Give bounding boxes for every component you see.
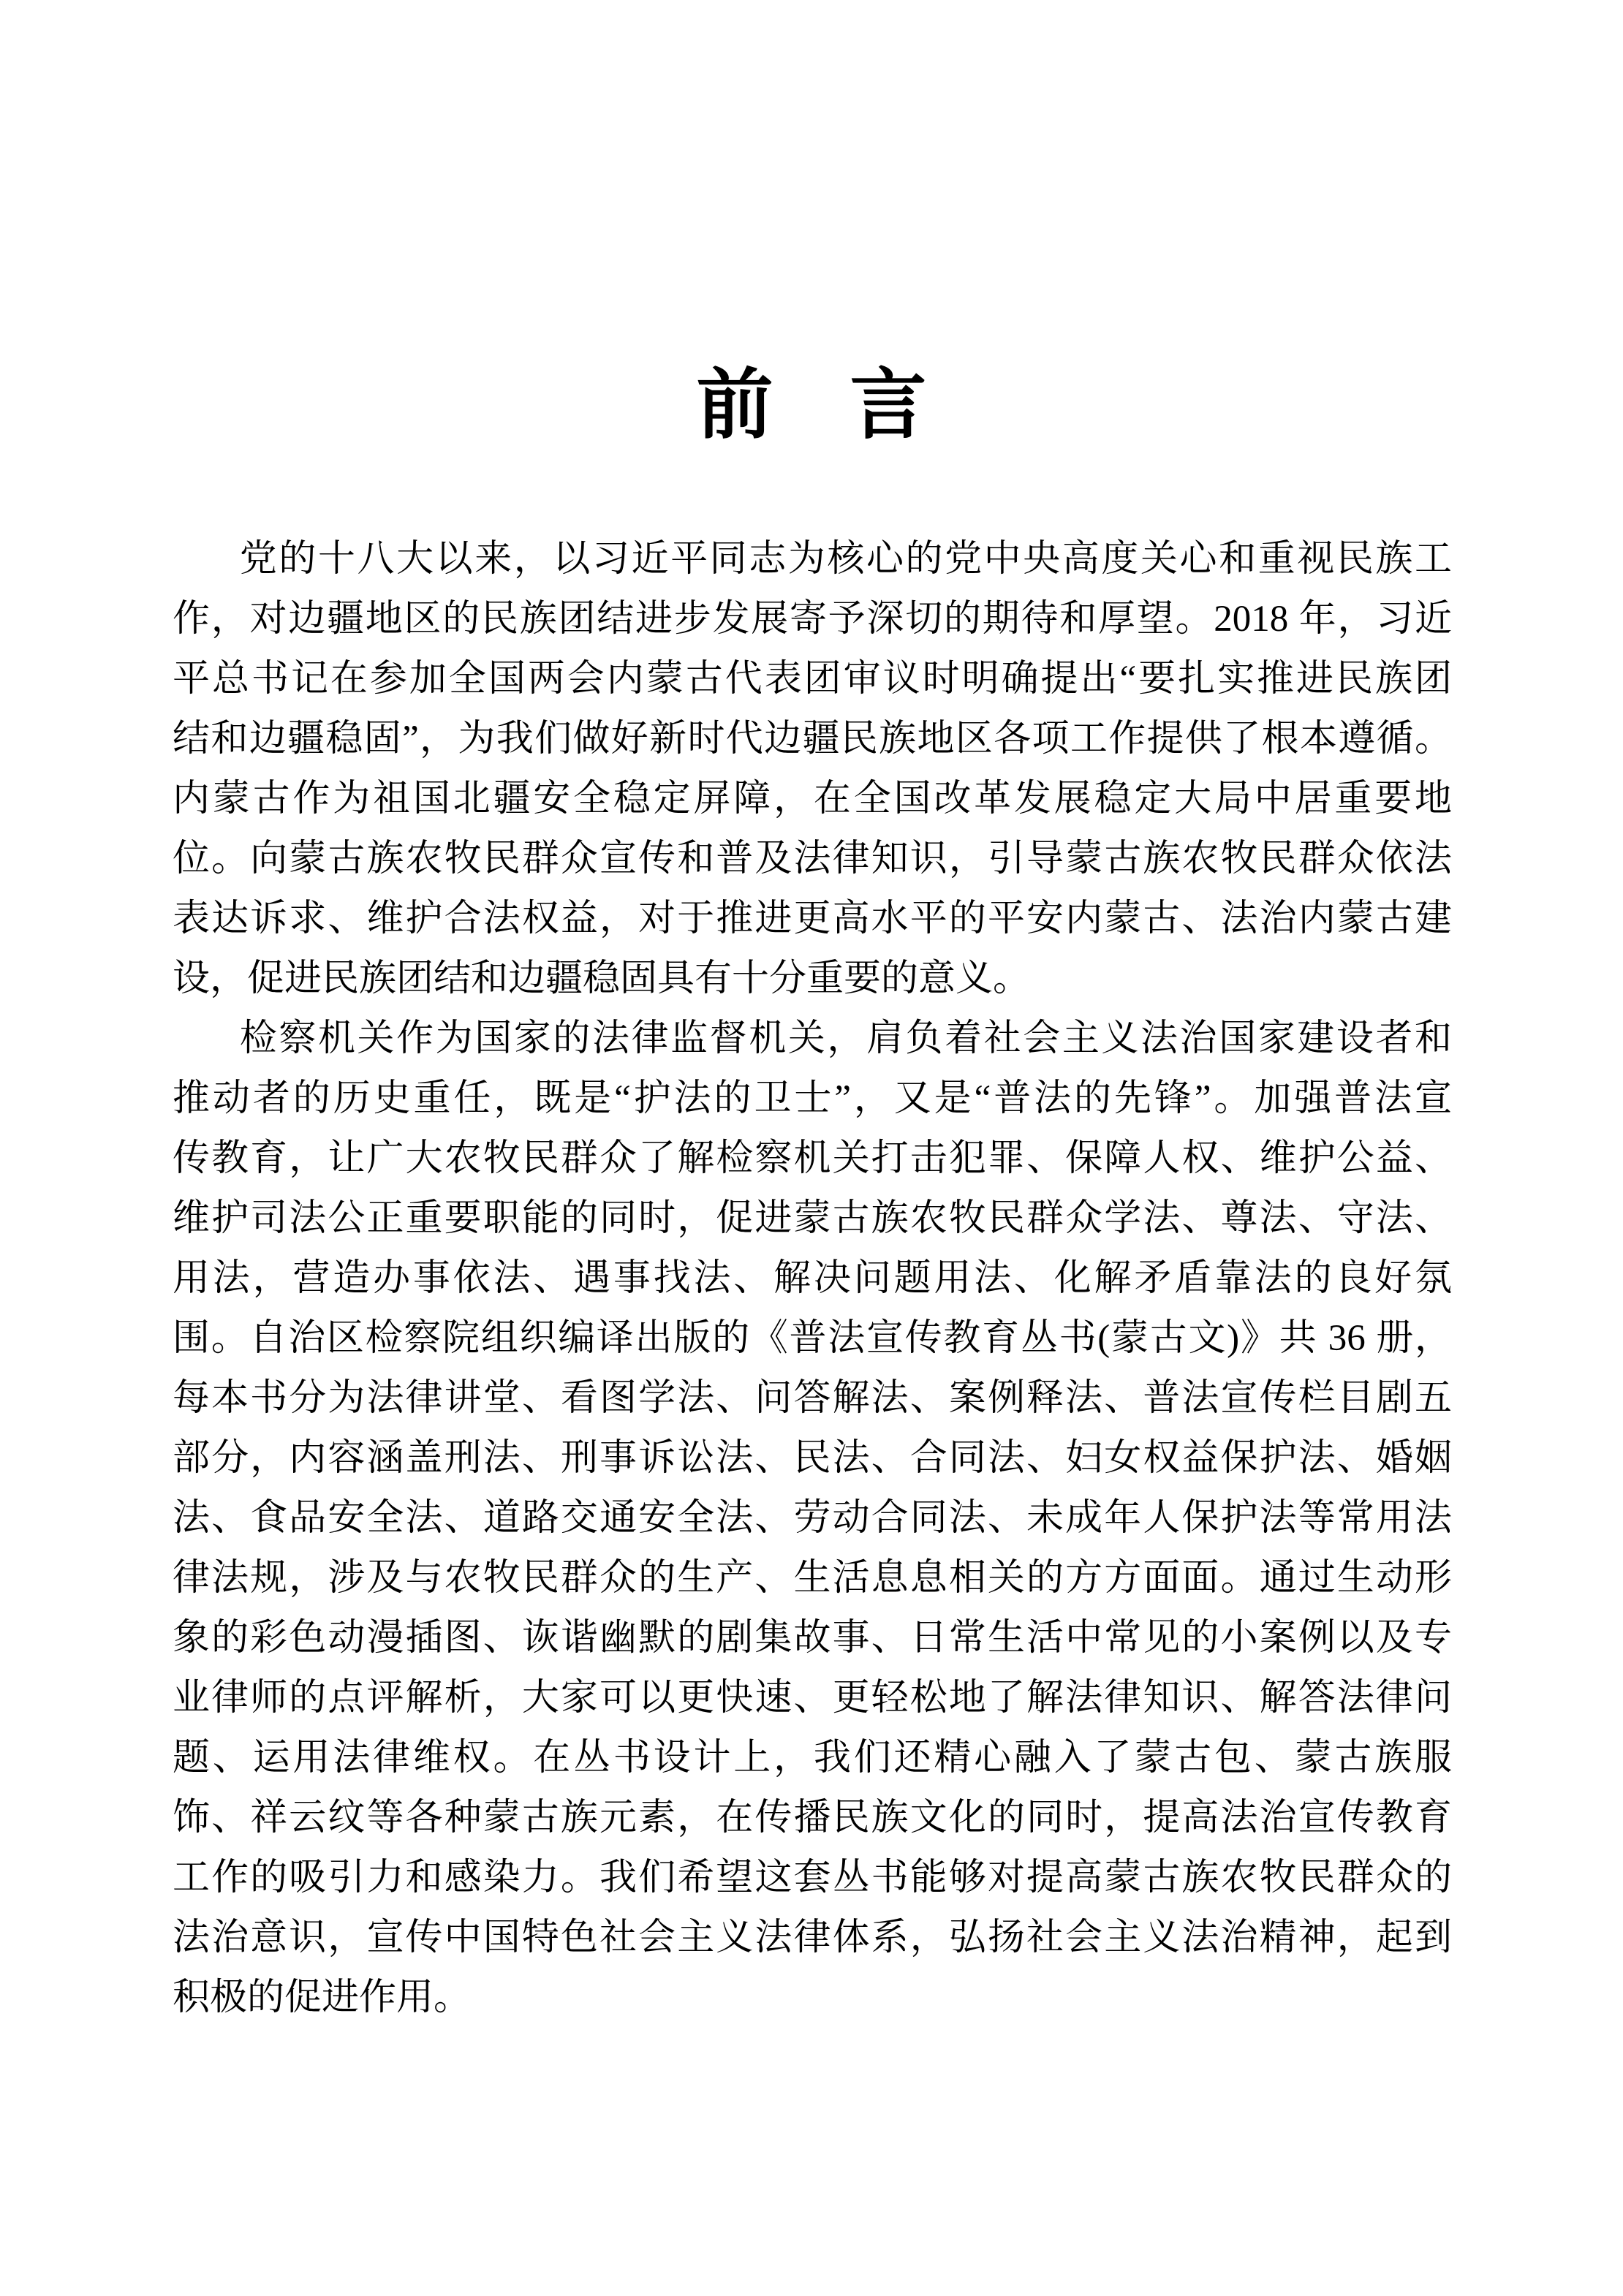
text-line: 题、运用法律维权。在丛书设计上，我们还精心融入了蒙古包、蒙古族服 (173, 1738, 1452, 1778)
text-line: 业律师的点评解析，大家可以更快速、更轻松地了解法律知识、解答法律问 (173, 1678, 1452, 1719)
text-line: 饰、祥云纹等各种蒙古族元素，在传播民族文化的同时，提高法治宣传教育 (173, 1797, 1452, 1838)
text-line: 用法，营造办事依法、遇事找法、解决问题用法、化解矛盾靠法的良好氛 (173, 1258, 1452, 1299)
text-line: 每本书分为法律讲堂、看图学法、问答解法、案例释法、普法宣传栏目剧五 (173, 1378, 1452, 1419)
text-line: 表达诉求、维护合法权益，对于推进更高水平的平安内蒙古、法治内蒙古建 (173, 898, 1452, 939)
text-line: 积极的促进作用。 (173, 1977, 472, 2018)
text-line: 部分，内容涵盖刑法、刑事诉讼法、民法、合同法、妇女权益保护法、婚姻 (173, 1438, 1452, 1479)
text-line: 作，对边疆地区的民族团结进步发展寄予深切的期待和厚望。2018 年，习近 (173, 599, 1452, 640)
text-line: 检察机关作为国家的法律监督机关，肩负着社会主义法治国家建设者和 (239, 1018, 1452, 1059)
text-line: 传教育，让广大农牧民群众了解检察机关打击犯罪、保障人权、维护公益、 (173, 1138, 1452, 1179)
text-line: 维护司法公正重要职能的同时，促进蒙古族农牧民群众学法、尊法、守法、 (173, 1198, 1452, 1239)
text-line: 工作的吸引力和感染力。我们希望这套丛书能够对提高蒙古族农牧民群众的 (173, 1857, 1452, 1898)
text-line: 法、食品安全法、道路交通安全法、劳动合同法、未成年人保护法等常用法 (173, 1498, 1452, 1539)
text-line: 位。向蒙古族农牧民群众宣传和普及法律知识，引导蒙古族农牧民群众依法 (173, 838, 1452, 879)
text-line: 内蒙古作为祖国北疆安全稳定屏障，在全国改革发展稳定大局中居重要地 (173, 778, 1452, 819)
text-line: 结和边疆稳固”，为我们做好新时代边疆民族地区各项工作提供了根本遵循。 (173, 719, 1452, 759)
text-line: 平总书记在参加全国两会内蒙古代表团审议时明确提出“要扎实推进民族团 (173, 659, 1452, 700)
preface-body (173, 529, 1452, 2028)
text-line: 象的彩色动漫插图、诙谐幽默的剧集故事、日常生活中常见的小案例以及专 (173, 1618, 1452, 1659)
text-line: 律法规，涉及与农牧民群众的生产、生活息息相关的方方面面。通过生动形 (173, 1558, 1452, 1599)
page-title: 前 言 (696, 363, 927, 448)
text-line: 党的十八大以来，以习近平同志为核心的党中央高度关心和重视民族工 (239, 539, 1452, 580)
text-line: 围。自治区检察院组织编译出版的《普法宣传教育丛书(蒙古文)》共 36 册， (173, 1318, 1452, 1359)
text-line: 推动者的历史重任，既是“护法的卫士”，又是“普法的先锋”。加强普法宣 (173, 1078, 1452, 1119)
text-line: 设，促进民族团结和边疆稳固具有十分重要的意义。 (173, 958, 1031, 999)
text-line: 法治意识，宣传中国特色社会主义法律体系，弘扬社会主义法治精神，起到 (173, 1917, 1452, 1958)
